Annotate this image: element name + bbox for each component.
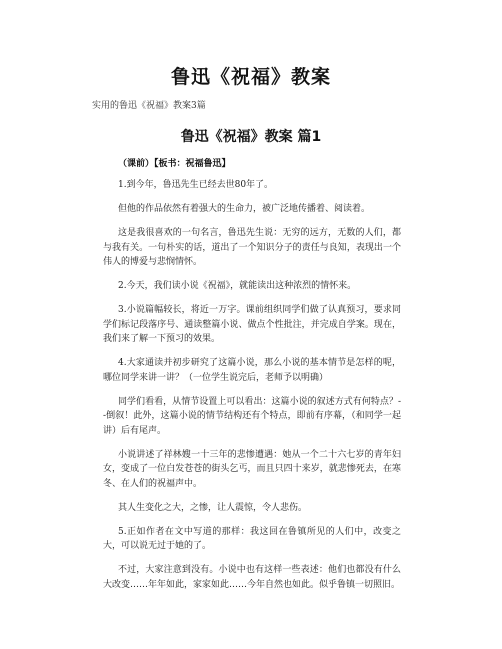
paragraph: 同学们看看，从情节设置上可以看出：这篇小说的叙述方式有何特点？--倒叙！此外，这篇小说的情节结构还有个特点，即前有序幕，（和同学一起讲）后有尾声。 — [103, 396, 401, 436]
paragraph: 4.大家通读并初步研究了这篇小说，那么小说的基本情节是怎样的呢，哪位同学来讲一讲？（一位学生说完后，老师予以明确） — [103, 358, 401, 383]
document-subtitle: 实用的鲁迅《祝福》教案3篇 — [92, 101, 206, 111]
paragraph: 这是我很喜欢的一句名言，鲁迅先生说：无穷的远方，无数的人们，都与我有关。一句朴实的话，道出了一个知识分子的责任与良知，表现出一个伟人的博爱与悲悯情怀。 — [103, 228, 401, 267]
paragraph: 5.正如作者在文中写道的那样：我这回在鲁镇所见的人们中，改变之大，可以说无过于她的了。 — [103, 526, 401, 551]
board-note: （课前）【板书：祝福鲁迅】 — [118, 159, 231, 169]
paragraph: 3.小说篇幅较长，将近一万字。课前组织同学们做了认真预习，要求同学们标记段落序号、通读整篇小说、做点个性批注，并完成自学案。现在，我们来了解一下预习的效果。 — [103, 305, 401, 344]
document-title: 鲁迅《祝福》教案 — [170, 66, 331, 88]
section-title: 鲁迅《祝福》教案 篇1 — [180, 129, 322, 145]
paragraph: 但他的作品依然有着强大的生命力，被广泛地传播着、阅读着。 — [118, 204, 371, 214]
paragraph: 小说讲述了祥林嫂一十三年的悲惨遭遇：她从一个二十六七岁的青年妇女，变成了一位白发苍苍的街头乞丐，而且只四十来岁，就悲惨死去，在寒冬、在人们的祝福声中。 — [103, 449, 401, 489]
document-body — [103, 178, 401, 602]
paragraph: 其人生变化之大，之惨，让人震惊，令人悲伤。 — [118, 502, 308, 513]
paragraph: 不过，大家注意到没有。小说中也有这样一些表述：他们也都没有什么大改变……年年如此，家家如此……今年自然也如此。似乎鲁镇一切照旧。 — [103, 565, 401, 590]
paragraph: 2.今天，我们读小说《祝福》，就能读出这种浓烈的情怀来。 — [118, 281, 357, 291]
paragraph: 1.到今年，鲁迅先生已经去世80年了。 — [118, 180, 274, 190]
